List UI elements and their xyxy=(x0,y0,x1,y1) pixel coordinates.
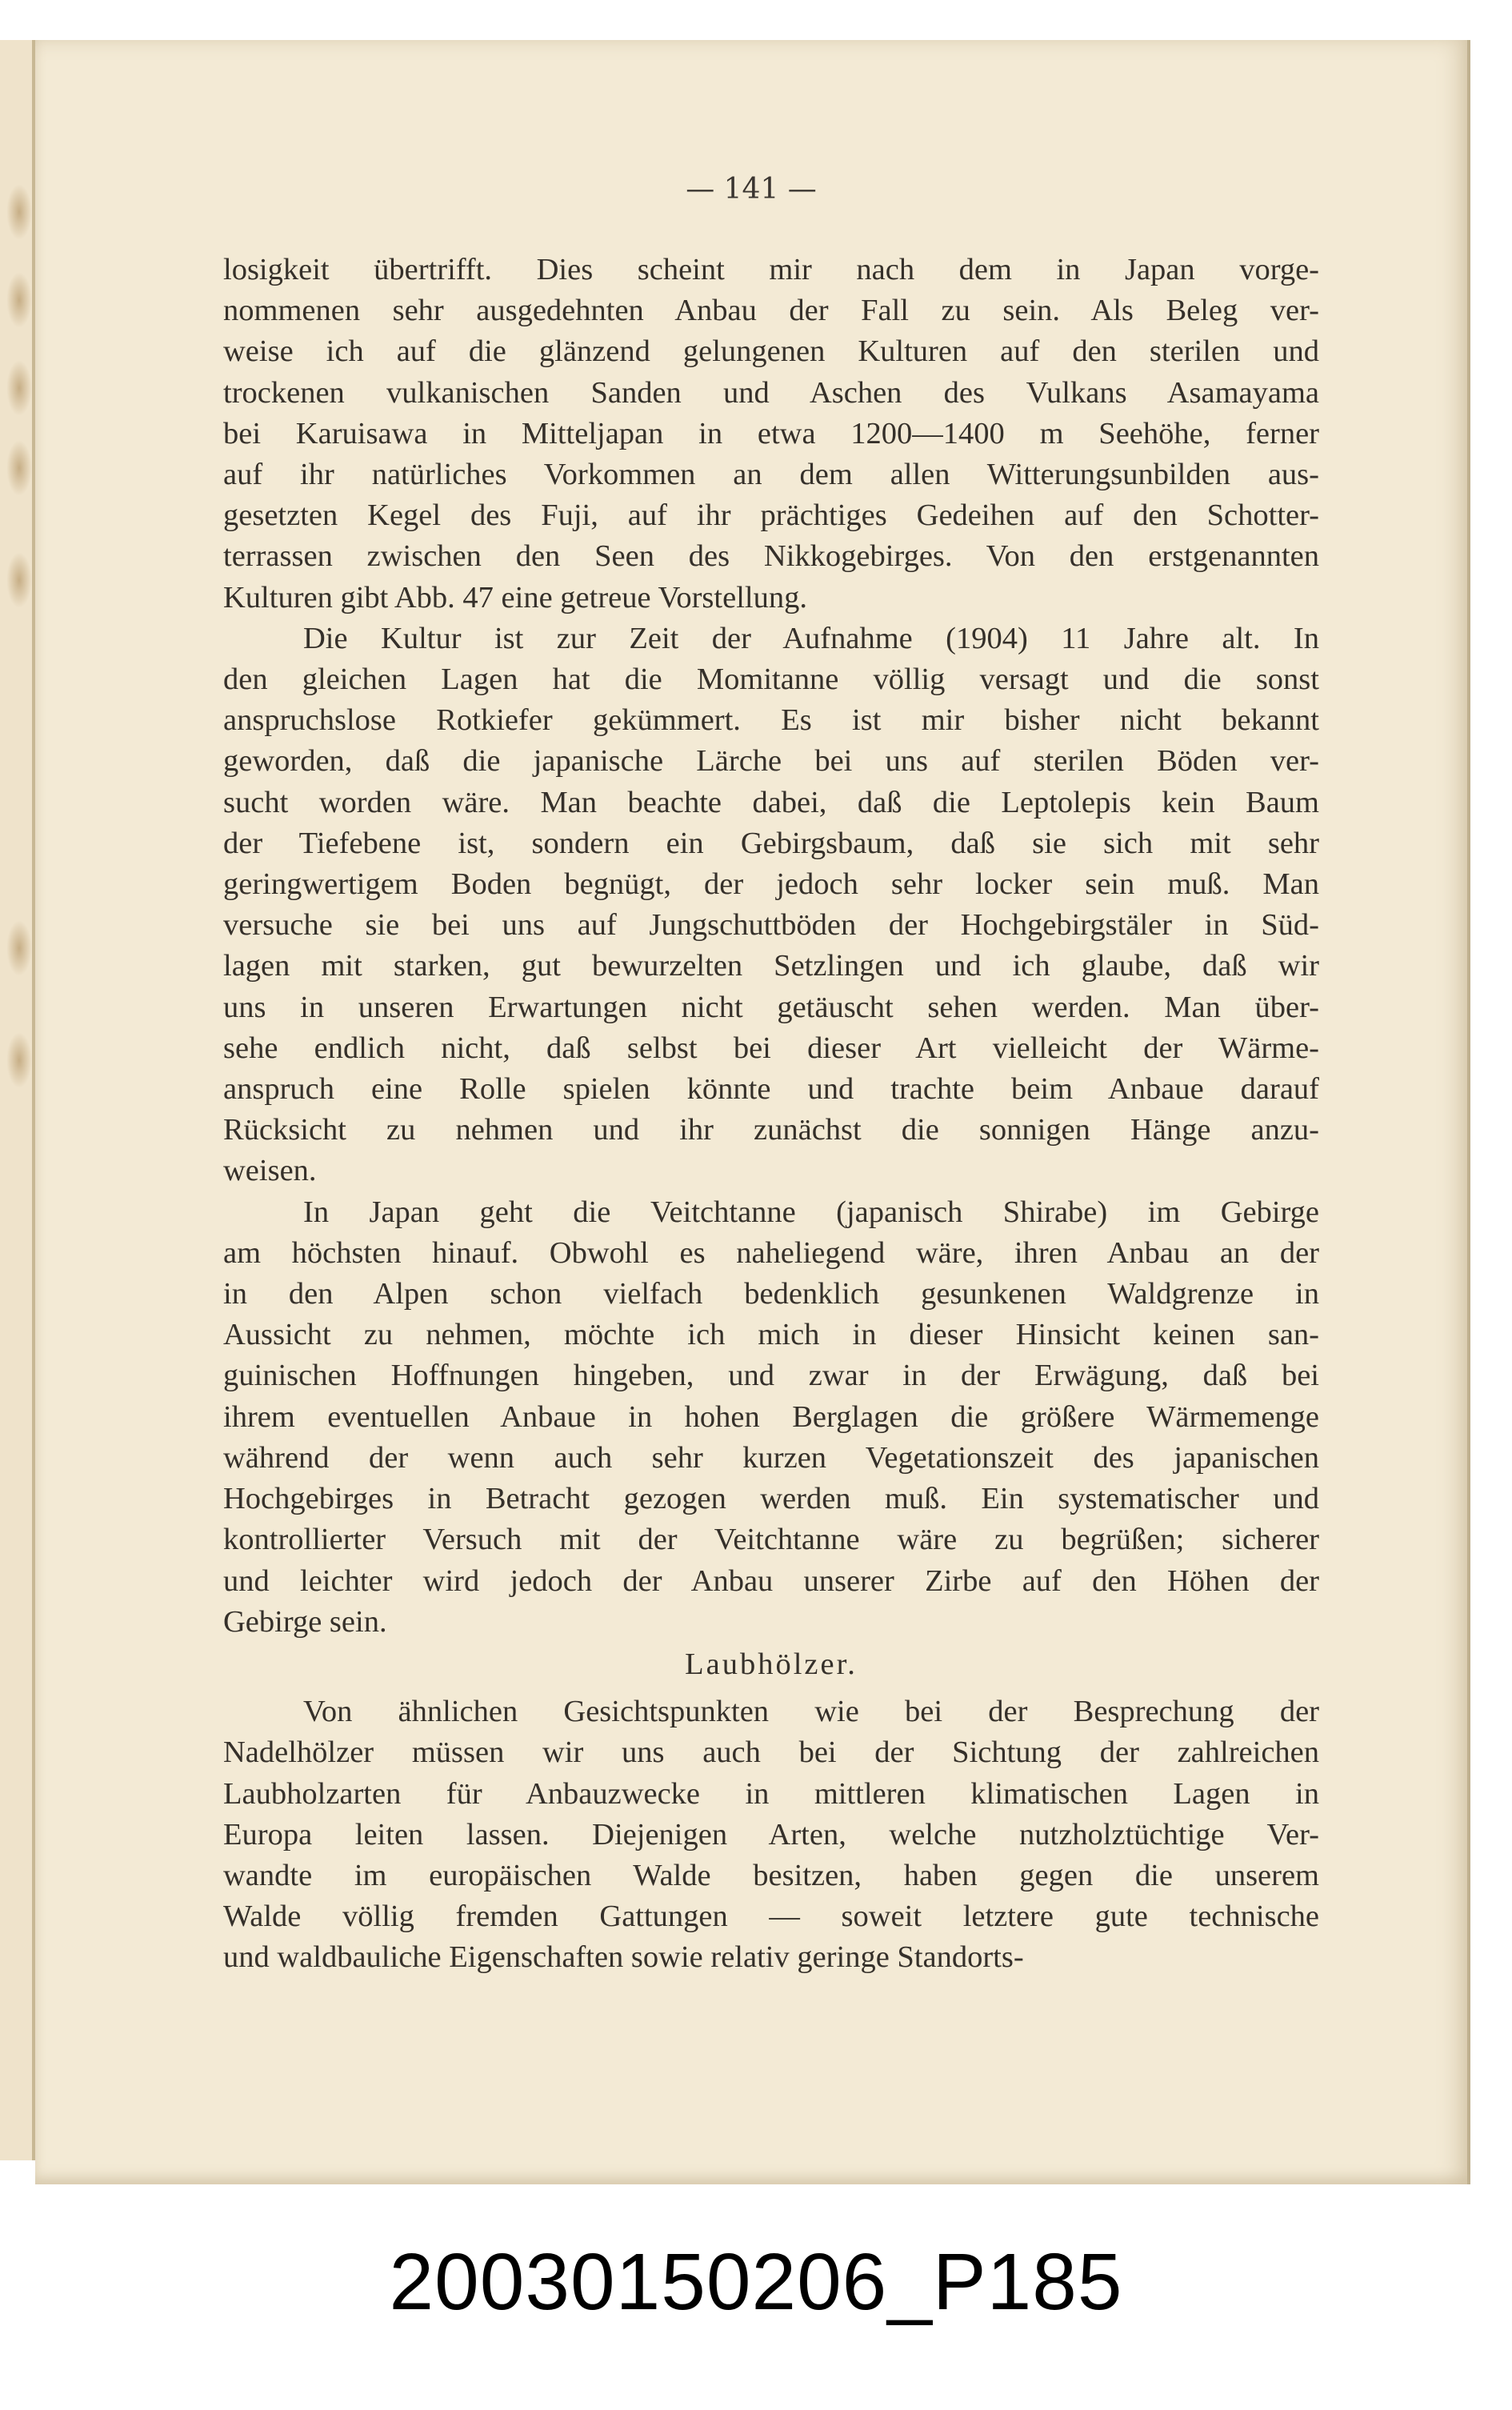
text-line: während der wenn auch sehr kurzen Vegetationszeit des japanischen xyxy=(223,1440,1319,1475)
text-line: Europa leiten lassen. Diejenigen Arten, welche nutzholztüchtige Ver- xyxy=(223,1817,1319,1852)
text-line: losigkeit übertrifft. Dies scheint mir nach dem in Japan vorge- xyxy=(223,253,1319,286)
text-line: anspruch eine Rolle spielen könnte und trachte beim Anbaue darauf xyxy=(223,1072,1319,1107)
text-line: trockenen vulkanischen Sanden und Aschen des Vulkans Asamayama xyxy=(223,375,1319,410)
text-line: Kulturen gibt Abb. 47 eine getreue Vorstellung. xyxy=(223,580,807,615)
text-line: am höchsten hinauf. Obwohl es naheliegend wäre, ihren Anbau an der xyxy=(223,1235,1319,1270)
text-line: guinischen Hoffnungen hingeben, und zwar in der Erwägung, daß bei xyxy=(223,1359,1319,1393)
text-line: versuche sie bei uns auf Jungschuttböden der Hochgebirgstäler in Süd- xyxy=(223,908,1319,943)
text-line: kontrollierter Versuch mit der Veitchtanne wäre zu begrüßen; sicherer xyxy=(223,1523,1319,1557)
paragraph xyxy=(223,1192,1319,1643)
text-line: weise ich auf die glänzend gelungenen Kulturen auf den sterilen und xyxy=(223,334,1319,369)
text-line: ihrem eventuellen Anbaue in hohen Berglagen die größere Wärmemenge xyxy=(223,1399,1319,1434)
stain-mark xyxy=(6,920,32,976)
paragraphs-after-heading xyxy=(223,1691,1319,1978)
archive-id-caption: 20030150206_P185 xyxy=(389,2237,1123,2327)
text-line: auf ihr natürliches Vorkommen an dem allen Witterungsunbilden aus- xyxy=(223,458,1319,492)
body-text xyxy=(223,250,1319,1979)
stain-mark xyxy=(6,1032,32,1088)
paragraph xyxy=(223,250,1319,619)
text-line: Walde völlig fremden Gattungen — soweit letztere gute technische xyxy=(223,1900,1319,1934)
text-line: der Tiefebene ist, sondern ein Gebirgsbaum, daß sie sich mit sehr xyxy=(223,826,1319,860)
facing-page-edge xyxy=(0,40,35,2160)
text-line: Die Kultur ist zur Zeit der Aufnahme (1904) 11 Jahre alt. In xyxy=(303,621,1319,655)
text-line: Nadelhölzer müssen wir uns auch bei der Sichtung der zahlreichen xyxy=(223,1735,1319,1770)
page-edge xyxy=(1467,40,1470,2184)
text-line: wandte im europäischen Walde besitzen, haben gegen die unserem xyxy=(223,1858,1319,1892)
text-line: sehe endlich nicht, daß selbst bei dieser Art vielleicht der Wärme- xyxy=(223,1031,1319,1065)
text-line: bei Karuisawa in Mitteljapan in etwa 1200—1400 m Seehöhe, ferner xyxy=(223,416,1319,450)
text-line: lagen mit starken, gut bewurzelten Setzlingen und ich glaube, daß wir xyxy=(223,949,1319,983)
stain-mark xyxy=(6,272,32,328)
text-line: Hochgebirges in Betracht gezogen werden muß. Ein systematischer und xyxy=(223,1482,1319,1516)
text-line: den gleichen Lagen hat die Momitanne völlig versagt und die sonst xyxy=(223,663,1319,697)
section-heading: Laubhölzer. xyxy=(685,1647,858,1681)
stain-mark xyxy=(6,552,32,608)
text-line: geworden, daß die japanische Lärche bei uns auf sterilen Böden ver- xyxy=(223,744,1319,779)
text-line: weisen. xyxy=(223,1154,317,1188)
text-line: Gebirge sein. xyxy=(223,1604,387,1639)
text-line: anspruchslose Rotkiefer gekümmert. Es ist mir bisher nicht bekannt xyxy=(223,703,1319,738)
text-line: In Japan geht die Veitchtanne (japanisch Shirabe) im Gebirge xyxy=(303,1195,1319,1229)
text-line: Von ähnlichen Gesichtspunkten wie bei der Besprechung der xyxy=(303,1695,1319,1729)
text-line: und leichter wird jedoch der Anbau unserer Zirbe auf den Höhen der xyxy=(223,1563,1319,1598)
text-line: uns in unseren Erwartungen nicht getäuscht sehen werden. Man über- xyxy=(223,990,1319,1024)
paragraph xyxy=(223,619,1319,1192)
stain-mark xyxy=(6,440,32,496)
text-line: nommenen sehr ausgedehnten Anbau der Fall zu sein. Als Beleg ver- xyxy=(223,294,1319,328)
paragraphs-before-heading xyxy=(223,250,1319,1643)
text-line: in den Alpen schon vielfach bedenklich gesunkenen Waldgrenze in xyxy=(223,1277,1319,1311)
stain-mark xyxy=(6,184,32,240)
stain-mark xyxy=(6,360,32,416)
paragraph xyxy=(223,1691,1319,1978)
text-line: sucht worden wäre. Man beachte dabei, daß die Leptolepis kein Baum xyxy=(223,785,1319,819)
text-line: Aussicht zu nehmen, möchte ich mich in dieser Hinsicht keinen san- xyxy=(223,1318,1319,1352)
text-line: terrassen zwischen den Seen des Nikkogebirges. Von den erstgenannten xyxy=(223,539,1319,574)
text-line: Laubholzarten für Anbauzwecke in mittleren klimatischen Lagen in xyxy=(223,1776,1319,1811)
book-page xyxy=(35,40,1467,2184)
page-number: — 141 — xyxy=(686,173,817,206)
text-line: geringwertigem Boden begnügt, der jedoch sehr locker sein muß. Man xyxy=(223,867,1319,902)
text-line: gesetzten Kegel des Fuji, auf ihr prächtiges Gedeihen auf den Schotter- xyxy=(223,498,1319,533)
text-line: und waldbauliche Eigenschaften sowie relativ geringe Standorts- xyxy=(223,1940,1024,1975)
text-line: Rücksicht zu nehmen und ihr zunächst die sonnigen Hänge anzu- xyxy=(223,1113,1319,1147)
